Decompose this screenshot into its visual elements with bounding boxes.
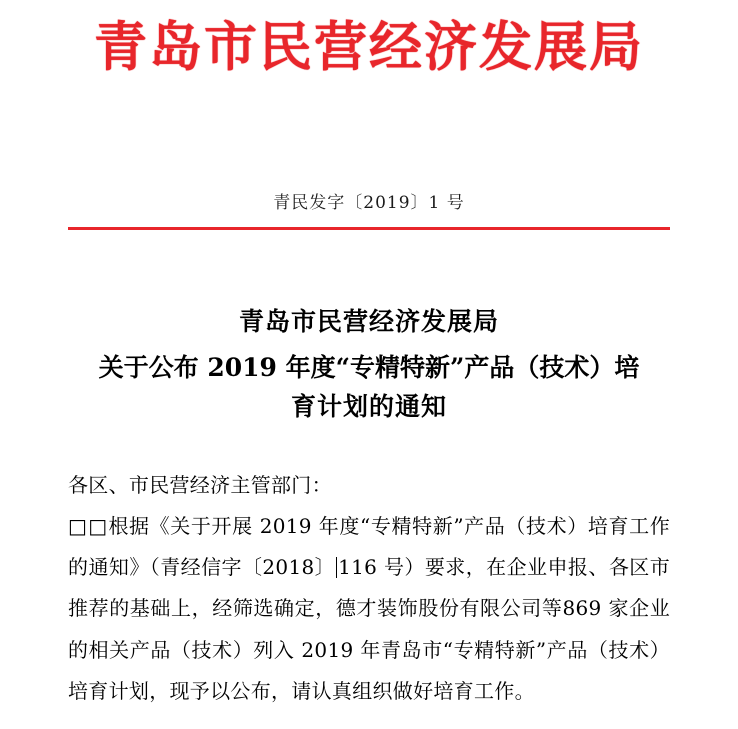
title-line-subject-cont: 育计划的通知 xyxy=(290,392,447,422)
document-number: 青民发字〔2019〕1 号 xyxy=(273,193,465,214)
body-paragraph-1 xyxy=(68,506,670,712)
paragraph-text-part-2: 工作的通知》（青经信字〔2018〕 xyxy=(68,513,671,580)
salutation-line: 各区、市民营经济主管部门： xyxy=(68,472,332,497)
paragraph-text-part-6: 产品（技术）培育计划，现予以公布，请认真组织做好培育工作。 xyxy=(68,637,670,703)
title-line-subject: 关于公布 2019 年度“专精特新”产品（技术）培 xyxy=(98,352,640,382)
document-title-block xyxy=(68,302,670,427)
paragraph-text-part-4: 各区市推荐的基础上，经筛选确定，德才装饰股份有限公司等 xyxy=(68,555,670,621)
document-body xyxy=(68,465,670,712)
title-line-issuer: 青岛市民营经济发展局 xyxy=(238,307,499,337)
text-cursor-caret xyxy=(336,557,337,578)
paragraph-text-part-5: 869 家企业的相关产品（技术）列入 2019 年青岛市“专精特新” xyxy=(68,596,670,662)
masthead-title: 青岛市民营经济发展局 xyxy=(94,16,644,78)
paragraph-indent-marks: □□ xyxy=(68,513,109,538)
paragraph-text-part-3: 116 号）要求，在企业申报、 xyxy=(338,555,609,580)
red-divider-rule xyxy=(68,227,670,230)
paragraph-text-part-1: 根据《关于开展 2019 年度“专精特新”产品（技术）培育 xyxy=(108,513,630,538)
